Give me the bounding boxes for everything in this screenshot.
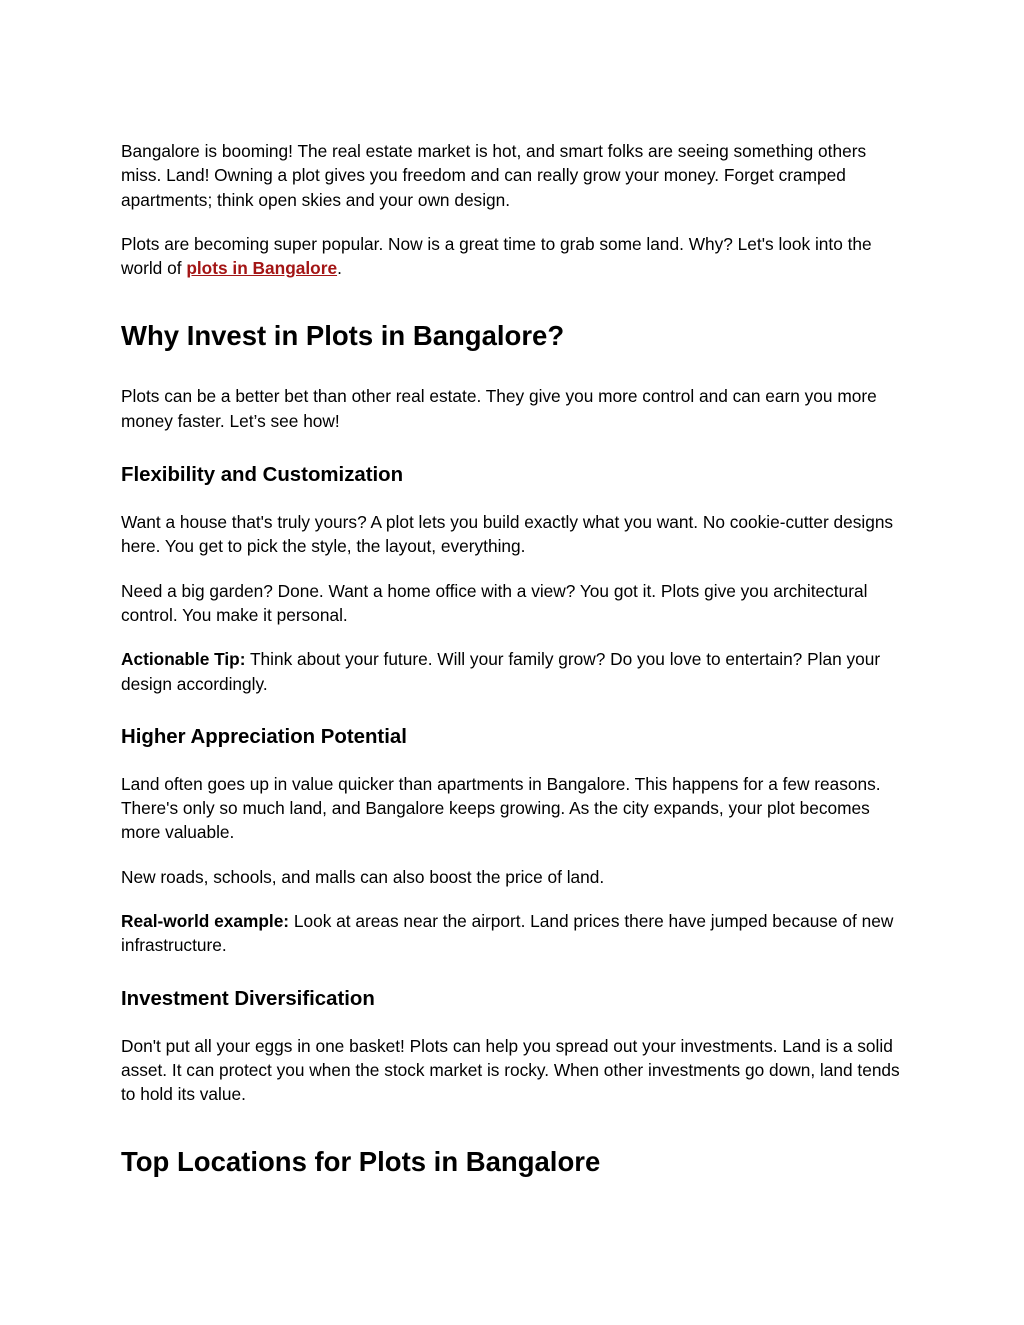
subheading-diversification: Investment Diversification: [121, 987, 375, 1010]
intro-paragraph: Bangalore is booming! The real estate market is hot, and smart folks are seeing something others miss. Land! Owning a plot gives you freedom and can really grow your money. Forget cramped apartments; think open skies and your own design.: [121, 141, 867, 210]
flexibility-paragraph-2: Need a big garden? Done. Want a home office with a view? You got it. Plots give you architectural control. You make it personal.: [121, 580, 868, 625]
subheading-flexibility: Flexibility and Customization: [121, 464, 404, 487]
intro-text-end: .: [337, 258, 342, 279]
subheading-appreciation: Higher Appreciation Potential: [121, 725, 407, 748]
plots-in-bangalore-link[interactable]: plots in Bangalore: [186, 258, 338, 279]
section-heading-top-locations: Top Locations for Plots in Bangalore: [121, 1145, 601, 1177]
diversification-paragraph: Don't put all your eggs in one basket! Plots can help you spread out your investments. Land is a solid asset. It can protect you when the stock market is rocky. When other investments go down, land tends to hold its value.: [121, 1035, 900, 1105]
tip-text: Think about your future. Will your family grow? Do you love to entertain? Plan your design accordingly.: [121, 649, 881, 694]
why-invest-paragraph: Plots can be a better bet than other real estate. They give you more control and can earn you more money faster. Let’s see how!: [121, 386, 877, 431]
real-world-example-paragraph: [121, 909, 906, 958]
document-page: [121, 139, 906, 1179]
appreciation-paragraph-2: New roads, schools, and malls can also boost the price of land.: [121, 866, 605, 887]
example-text: Look at areas near the airport. Land prices there have jumped because of new infrastructure.: [121, 911, 894, 956]
example-label: Real-world example:: [121, 911, 290, 932]
tip-label: Actionable Tip:: [121, 649, 246, 670]
actionable-tip-paragraph: [121, 647, 906, 696]
appreciation-paragraph-1: Land often goes up in value quicker than apartments in Bangalore. This happens for a few reasons. There's only so much land, and Bangalore keeps growing. As the city expands, your plot becomes more valuable.: [121, 773, 881, 843]
intro-paragraph-with-link: [121, 232, 906, 281]
flexibility-paragraph-1: Want a house that's truly yours? A plot lets you build exactly what you want. No cookie-cutter designs here. You get to pick the style, the layout, everything.: [121, 512, 894, 557]
section-heading-why-invest: Why Invest in Plots in Bangalore?: [121, 320, 565, 352]
intro-text: Plots are becoming super popular. Now is a great time to grab some land. Why? Let's look into the world of: [121, 233, 872, 279]
